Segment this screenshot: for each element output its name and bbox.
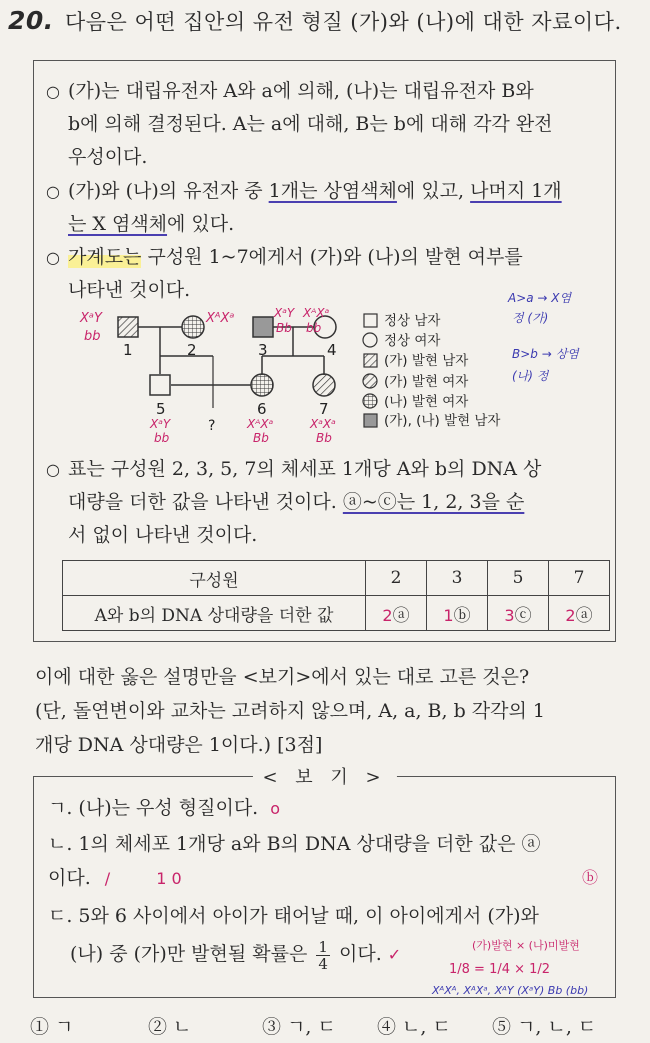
pen-mark: 1 0 — [156, 869, 182, 888]
pen-annotation: 2 — [565, 605, 576, 625]
genotype-note: XᵃXᵃ — [310, 417, 336, 431]
bogi-text: 이다. — [48, 867, 91, 889]
table-row — [63, 596, 610, 631]
genotype-note: Bb — [316, 431, 332, 445]
pen-mark: / — [104, 869, 111, 888]
highlighted-text: 가계도는 — [68, 246, 142, 268]
info-text: 우성이다. — [68, 146, 148, 168]
table-header-cell: 5 — [488, 561, 549, 596]
work-note: (가)발현 × (나)미발현 — [472, 939, 580, 952]
legend-label: (나) 발현 여자 — [384, 394, 469, 410]
member-3-symbol — [253, 317, 273, 337]
fraction-denominator: 4 — [318, 954, 328, 973]
bogi-text: ㄱ. (나)는 우성 형질이다. — [48, 797, 259, 819]
member-5-label: 5 — [156, 400, 166, 418]
member-3-label: 3 — [258, 341, 268, 359]
table-header-cell: 7 — [549, 561, 610, 596]
info-bullet-4 — [46, 453, 608, 552]
stem-line: 개당 DNA 상대량은 1이다.) [3점] — [35, 734, 323, 756]
choice-5[interactable]: ⑤ ㄱ, ㄴ, ㄷ — [492, 1016, 597, 1038]
legend-ga-female-icon — [363, 374, 377, 388]
underlined-text: 1개는 상염색체 — [268, 180, 397, 202]
legend-label: (가), (나) 발현 남자 — [384, 413, 501, 429]
margin-note: B>b → 상염 — [512, 347, 579, 361]
cell-value: ⓐ — [392, 605, 410, 626]
pedigree-chart — [40, 291, 615, 465]
cell-value: ⓑ — [453, 605, 471, 626]
table-cell — [366, 596, 427, 631]
info-text: (가)와 (나)의 유전자 중 — [68, 180, 269, 202]
bullet-mark: ○ — [46, 248, 60, 267]
bullet-mark: ○ — [46, 460, 60, 479]
legend-ga-male-icon — [364, 354, 377, 367]
stem-line: (단, 돌연변이와 교차는 고려하지 않으며, A, a, B, b 각각의 1 — [35, 700, 545, 722]
question-stem — [35, 660, 620, 762]
cell-value: ⓐ — [575, 605, 593, 626]
bogi-box — [33, 767, 616, 998]
legend-normal-male-icon — [364, 314, 377, 327]
margin-note: 정 (가) — [512, 311, 549, 325]
pen-annotation: 1 — [443, 605, 454, 625]
member-7-label: 7 — [319, 400, 329, 418]
legend-label: (가) 발현 남자 — [384, 353, 469, 369]
question-number: 20. — [8, 6, 54, 35]
table-header-cell: 2 — [366, 561, 427, 596]
genotype-note: XᴬXᵃ — [247, 417, 274, 431]
genotype-note: bb — [154, 431, 170, 445]
underlined-text: ⓐ~ⓒ는 1, 2, 3을 순 — [342, 491, 525, 513]
legend-normal-female-icon — [363, 333, 377, 347]
info-bullet-2 — [46, 175, 608, 241]
info-bullet-1 — [46, 75, 608, 174]
data-table — [62, 560, 610, 631]
genotype-note: XᴬXᵃ — [206, 311, 235, 326]
genotype-note: Bb — [253, 431, 269, 445]
genotype-note: XᵃY — [274, 306, 295, 320]
info-text: (가)는 대립유전자 A와 a에 의해, (나)는 대립유전자 B와 — [68, 80, 534, 102]
choice-4[interactable]: ④ ㄴ, ㄷ — [377, 1016, 451, 1038]
legend-both-male-icon — [364, 414, 377, 427]
legend-label: 정상 남자 — [384, 313, 441, 329]
table-cell — [549, 596, 610, 631]
info-text: 나타낸 것이다. — [68, 279, 191, 301]
stem-line: 이에 대한 옳은 설명만을 <보기>에서 있는 대로 고른 것은? — [35, 666, 530, 688]
info-text: b에 의해 결정된다. A는 a에 대해, B는 b에 대해 각각 완전 — [68, 113, 553, 135]
table-cell — [427, 596, 488, 631]
margin-note: (나) 정 — [512, 369, 549, 383]
info-text: 에 있고, — [396, 180, 471, 202]
choice-1[interactable]: ① ㄱ — [30, 1016, 74, 1038]
underlined-text: 나머지 1개 — [470, 180, 562, 202]
legend-label: (가) 발현 여자 — [384, 374, 469, 390]
pen-mark: o — [270, 799, 281, 818]
table-header-label: 구성원 — [63, 561, 366, 596]
bogi-text: ㄷ. 5와 6 사이에서 아이가 태어날 때, 이 아이에게서 (가)와 — [48, 905, 539, 927]
member-1-label: 1 — [123, 341, 133, 359]
bogi-text: (나) 중 (가)만 발현될 확률은 — [70, 943, 308, 965]
probability-fraction — [316, 939, 330, 972]
info-text: 표는 구성원 2, 3, 5, 7의 체세포 1개당 A와 b의 DNA 상 — [68, 458, 542, 480]
bogi-title: < 보 기 > — [252, 763, 396, 789]
member-2-symbol — [182, 316, 204, 338]
bogi-item-2 — [48, 827, 608, 896]
member-6-symbol — [251, 374, 273, 396]
fraction-numerator: 1 — [318, 937, 328, 956]
table-header-cell: 3 — [427, 561, 488, 596]
bogi-item-1 — [48, 791, 608, 826]
table-header-row — [63, 561, 610, 596]
genotype-note: XᵃY — [150, 417, 171, 431]
work-note: XᴬXᴬ, XᴬXᵃ, XᴬY (XᵃY) Bb (bb) — [432, 984, 589, 997]
pen-annotation: 3 — [504, 605, 515, 625]
genotype-note: bb — [306, 321, 322, 335]
choice-3[interactable]: ③ ㄱ, ㄷ — [262, 1016, 336, 1038]
member-7-symbol — [313, 374, 335, 396]
bogi-text: 이다. — [339, 943, 382, 965]
cell-value: ⓒ — [514, 605, 532, 626]
genotype-note: Bb — [276, 321, 292, 335]
info-text: 구성원 1~7에게서 (가)와 (나)의 발현 여부를 — [141, 246, 523, 268]
member-2-label: 2 — [187, 341, 197, 359]
unknown-child-label: ? — [208, 418, 216, 434]
table-cell — [488, 596, 549, 631]
info-text: 대량을 더한 값을 나타낸 것이다. — [68, 491, 343, 513]
question-title: 다음은 어떤 집안의 유전 형질 (가)와 (나)에 대한 자료이다. — [64, 10, 622, 34]
member-5-symbol — [150, 375, 170, 395]
genotype-note: XᵃY — [80, 311, 102, 326]
pen-annotation: 2 — [382, 605, 393, 625]
bullet-mark: ○ — [46, 82, 60, 101]
pen-mark: ⓑ — [582, 868, 599, 887]
margin-note: A>a → X염 — [508, 291, 572, 305]
bogi-text: ㄴ. 1의 체세포 1개당 a와 B의 DNA 상대량을 더한 값은 ⓐ — [48, 833, 541, 855]
genotype-note: bb — [84, 329, 101, 344]
pen-mark: ✓ — [387, 945, 402, 964]
info-text: 서 없이 나타낸 것이다. — [68, 524, 258, 546]
legend-na-female-icon — [363, 394, 377, 408]
work-note: 1/8 = 1/4 × 1/2 — [449, 962, 551, 977]
table-row-label: A와 b의 DNA 상대량을 더한 값 — [63, 596, 366, 631]
bullet-mark: ○ — [46, 182, 60, 201]
underlined-text: 는 X 염색체 — [68, 213, 168, 235]
choice-2[interactable]: ② ㄴ — [148, 1016, 192, 1038]
legend-label: 정상 여자 — [384, 333, 441, 349]
member-1-symbol — [118, 317, 138, 337]
info-text: 에 있다. — [167, 213, 235, 235]
question-heading — [8, 6, 622, 36]
member-4-label: 4 — [327, 341, 337, 359]
member-6-label: 6 — [257, 400, 267, 418]
genotype-note: XᴬXᵃ — [303, 306, 330, 320]
